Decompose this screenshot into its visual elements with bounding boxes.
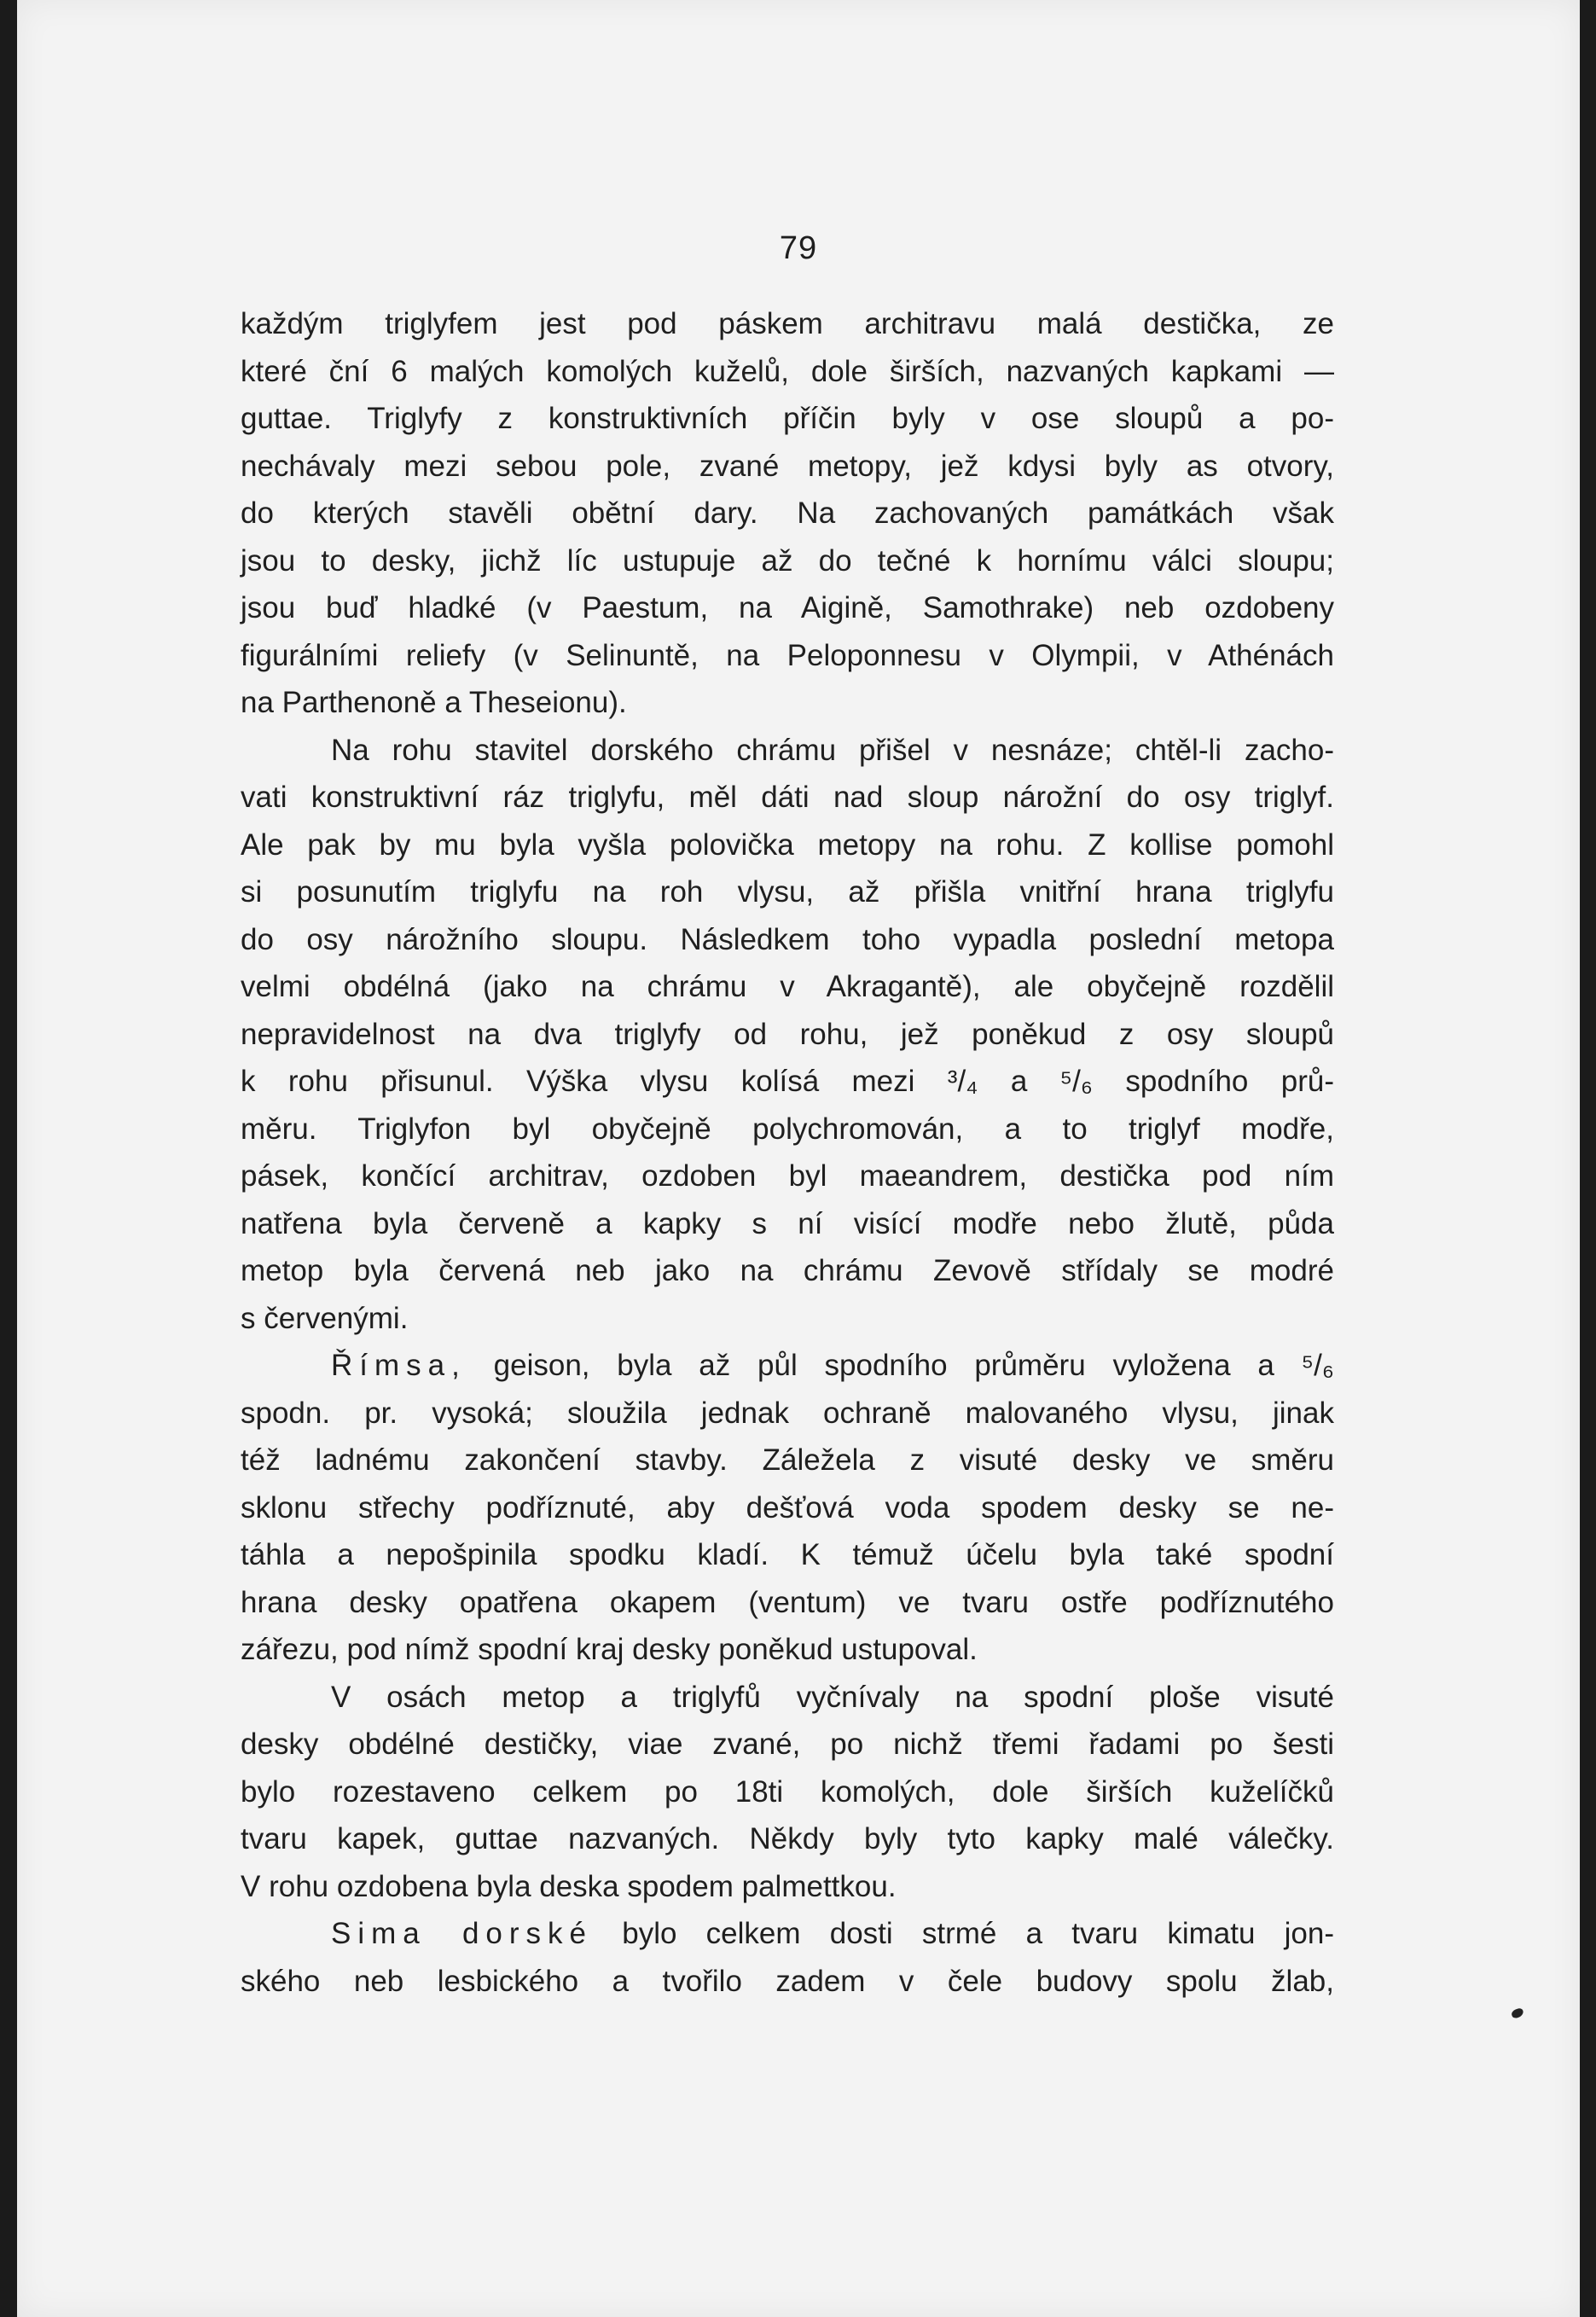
text-line: natřena byla červeně a kapky s ní visící modře nebo žlutě, půda: [241, 1206, 1334, 1240]
text-line: pásek, končící architrav, ozdoben byl maeandrem, destička pod ním: [241, 1159, 1334, 1193]
text-line: figurálními reliefy (v Selinuntě, na Peloponnesu v Olympii, v Athénách: [241, 638, 1334, 672]
term-sima-dorske: Sima dorské: [331, 1917, 594, 1950]
page-number: 79: [779, 230, 818, 266]
text-line: velmi obdélná (jako na chrámu v Akragantě), ale obyčejně rozdělil: [241, 970, 1334, 1003]
text-line: jsou buď hladké (v Paestum, na Aigině, Samothrake) neb ozdobeny: [241, 591, 1334, 624]
text-line: desky obdélné destičky, viae zvané, po nichž třemi řadami po šesti: [241, 1728, 1334, 1761]
text-line: do kterých stavěli obětní dary. Na zachovaných památkách však: [241, 496, 1334, 530]
text-line: na Parthenoně a Theseionu).: [241, 686, 627, 719]
text-line: Ale pak by mu byla vyšla polovička metopy na rohu. Z kollise pomohl: [241, 828, 1334, 862]
text-line: zářezu, pod nímž spodní kraj desky poněkud ustupoval.: [241, 1633, 978, 1666]
text-line: měru. Triglyfon byl obyčejně polychromován, a to triglyf modře,: [241, 1112, 1334, 1146]
text-line: [241, 1342, 1334, 1390]
body-text: [241, 300, 1334, 2005]
text-line: vati konstruktivní ráz triglyfu, měl dáti nad sloup nárožní do osy triglyf.: [241, 781, 1334, 814]
text-line: každým triglyfem jest pod páskem architravu malá destička, ze: [241, 307, 1334, 340]
text-line-rest: geison, byla až půl spodního průměru vyložena a ⁵/₆: [466, 1349, 1334, 1382]
text-line: táhla a nepošpinila spodku kladí. K témuž účelu byla také spodní: [241, 1538, 1334, 1571]
text-line: jsou to desky, jichž líc ustupuje až do tečné k hornímu válci sloupu;: [241, 543, 1334, 578]
text-line: tvaru kapek, guttae nazvaných. Někdy byly tyto kapky malé válečky.: [241, 1822, 1334, 1855]
text-line: spodn. pr. vysoká; sloužila jednak ochraně malovaného vlysu, jinak: [241, 1396, 1334, 1430]
text-line: k rohu přisunul. Výška vlysu kolísá mezi ³/₄ a ⁵/₆ spodního prů-: [241, 1065, 1334, 1098]
text-line: Na rohu stavitel dorského chrámu přišel v nesnáze; chtěl-li zacho-: [331, 733, 1334, 767]
term-rimsa: Římsa,: [331, 1349, 467, 1382]
text-line: hrana desky opatřena okapem (ventum) ve tvaru ostře podříznutého: [241, 1585, 1334, 1619]
text-line: bylo rozestaveno celkem po 18ti komolých, dole širších kuželíčků: [241, 1774, 1334, 1809]
text-line: [241, 1910, 1334, 1958]
text-line: nepravidelnost na dva triglyfy od rohu, jež poněkud z osy sloupů: [241, 1017, 1334, 1051]
text-line: ského neb lesbického a tvořilo zadem v čele budovy spolu žlab,: [241, 1964, 1334, 1998]
text-line: si posunutím triglyfu na roh vlysu, až přišla vnitřní hrana triglyfu: [241, 875, 1334, 909]
paragraph-viae: [241, 1674, 1334, 1911]
ink-speck: [1511, 2007, 1525, 2019]
paragraph-rimsa: [241, 1342, 1334, 1674]
text-line: V osách metop a triglyfů vyčnívaly na spodní ploše visuté: [331, 1680, 1334, 1714]
text-line: nechávaly mezi sebou pole, zvané metopy, jež kdysi byly as otvory,: [241, 449, 1334, 483]
paragraph-roh-chramu: [241, 727, 1334, 1343]
text-line: s červenými.: [241, 1301, 409, 1335]
text-line: guttae. Triglyfy z konstruktivních příčin byly v ose sloupů a po-: [241, 402, 1334, 435]
text-line: též ladnému zakončení stavby. Záležela z visuté desky ve směru: [241, 1443, 1334, 1477]
book-page: [17, 0, 1580, 2317]
paragraph-sima: [241, 1910, 1334, 2005]
text-line: V rohu ozdobena byla deska spodem palmettkou.: [241, 1869, 897, 1903]
text-line-rest: bylo celkem dosti strmé a tvaru kimatu jon-: [593, 1917, 1334, 1950]
text-line: do osy nárožního sloupu. Následkem toho vypadla poslední metopa: [241, 922, 1334, 956]
text-line: které ční 6 malých komolých kuželů, dole širších, nazvaných kapkami —: [241, 354, 1334, 388]
text-line: metop byla červená neb jako na chrámu Zevově střídaly se modré: [241, 1254, 1334, 1287]
text-line: sklonu střechy podříznuté, aby dešťová voda spodem desky se ne-: [241, 1490, 1334, 1524]
paragraph-triglyfy: [241, 300, 1334, 727]
